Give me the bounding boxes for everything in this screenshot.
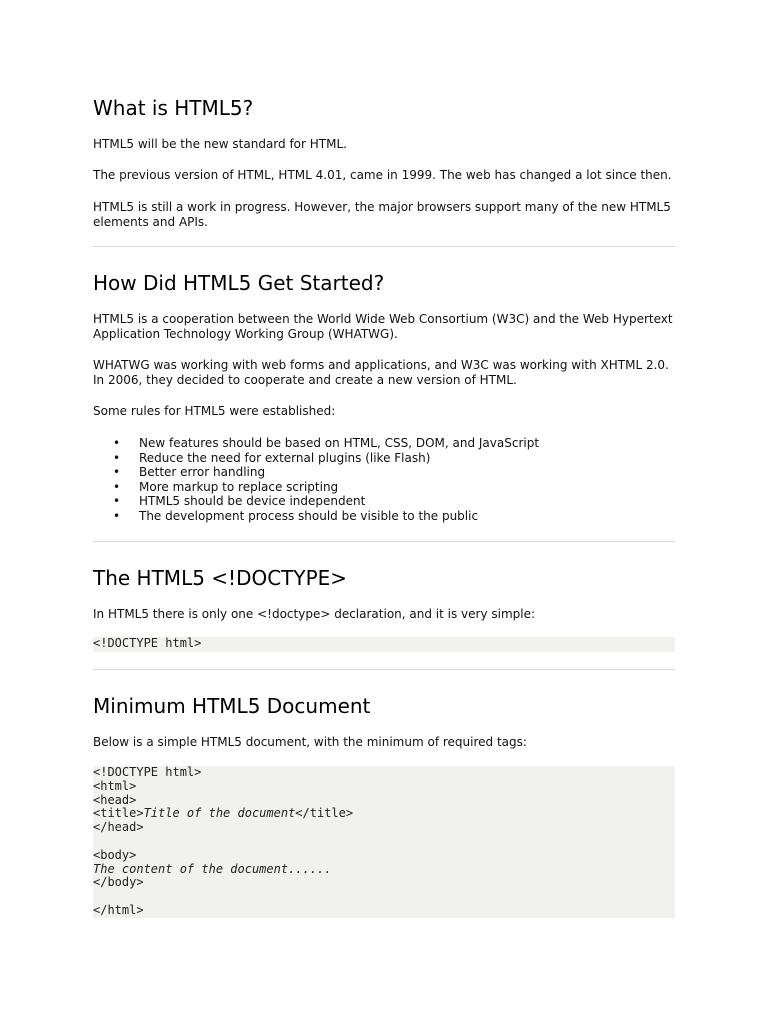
code-line: </body> bbox=[93, 875, 144, 890]
section-divider bbox=[93, 541, 675, 542]
section-heading-doctype: The HTML5 <!DOCTYPE> bbox=[93, 566, 348, 590]
code-line: <!DOCTYPE html> bbox=[93, 636, 202, 650]
code-line: <head> bbox=[93, 792, 137, 807]
list-item: • HTML5 should be device independent bbox=[93, 494, 675, 509]
section-heading-minimum-document: Minimum HTML5 Document bbox=[93, 694, 371, 718]
list-item: • More markup to replace scripting bbox=[93, 480, 675, 495]
code-line: <html> bbox=[93, 778, 137, 793]
section-divider bbox=[93, 246, 675, 247]
code-line bbox=[93, 806, 353, 820]
code-tag: <title> bbox=[93, 806, 144, 821]
code-line: </head> bbox=[93, 820, 144, 835]
code-placeholder: Title of the document bbox=[143, 806, 296, 821]
paragraph: The previous version of HTML, HTML 4.01, came in 1999. The web has changed a lot since then. bbox=[93, 168, 672, 182]
code-tag: </title> bbox=[295, 806, 354, 821]
paragraph: HTML5 is a cooperation between the World Wide Web Consortium (W3C) and the Web Hypertext Application Technology Working Group (WHATWG). bbox=[93, 312, 673, 341]
code-line: The content of the document...... bbox=[93, 861, 332, 876]
list-item: • Better error handling bbox=[93, 465, 675, 480]
paragraph: In HTML5 there is only one <!doctype> declaration, and it is very simple: bbox=[93, 607, 536, 621]
paragraph: HTML5 will be the new standard for HTML. bbox=[93, 137, 347, 151]
section-divider bbox=[93, 669, 675, 670]
list-item: • The development process should be visible to the public bbox=[93, 509, 675, 524]
list-item: • New features should be based on HTML, CSS, DOM, and JavaScript bbox=[93, 436, 675, 451]
section-heading-what-is-html5: What is HTML5? bbox=[93, 96, 254, 120]
paragraph: Below is a simple HTML5 document, with the minimum of required tags: bbox=[93, 735, 527, 749]
paragraph: Some rules for HTML5 were established: bbox=[93, 404, 336, 418]
section-heading-how-html5-started: How Did HTML5 Get Started? bbox=[93, 271, 385, 295]
list-item: • Reduce the need for external plugins (like Flash) bbox=[93, 451, 675, 466]
code-block-doctype bbox=[93, 637, 675, 652]
code-line: </html> bbox=[93, 902, 144, 917]
paragraph: WHATWG was working with web forms and applications, and W3C was working with XHTML 2.0. In 2006, they decided to cooperate and create a new version of HTML. bbox=[93, 358, 669, 387]
code-line: <!DOCTYPE html> bbox=[93, 765, 202, 779]
code-line: <body> bbox=[93, 847, 137, 862]
rules-list bbox=[93, 436, 675, 524]
code-block-minimum-document bbox=[93, 766, 675, 918]
paragraph: HTML5 is still a work in progress. However, the major browsers support many of the new HTML5 elements and APIs. bbox=[93, 200, 671, 229]
